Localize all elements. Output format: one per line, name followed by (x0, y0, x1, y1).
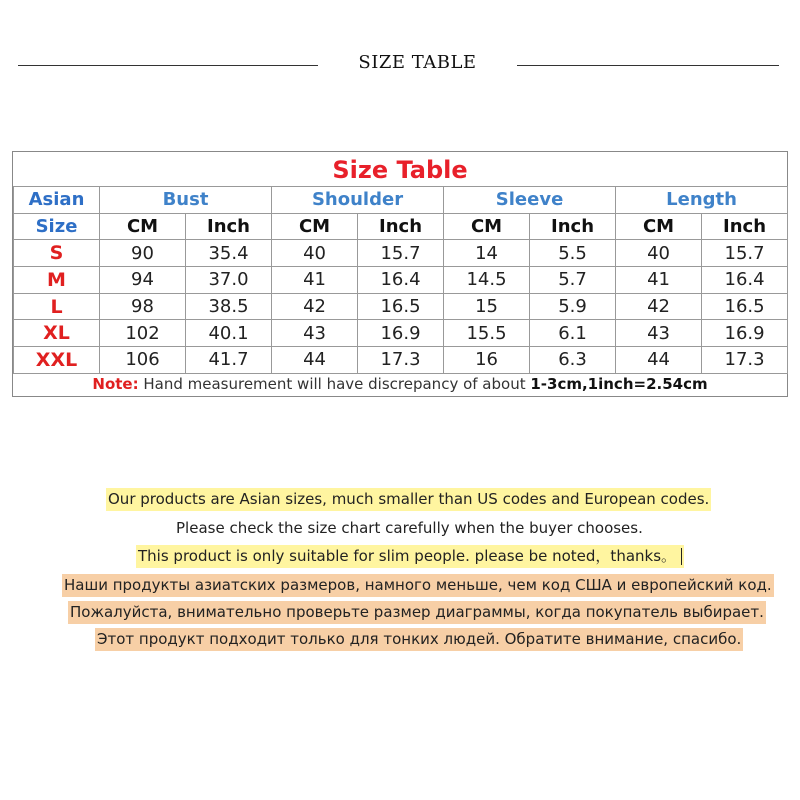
table-cell: 16.4 (358, 267, 444, 294)
page-header (0, 52, 800, 78)
note-en-1: Our products are Asian sizes, much smaller than US codes and European codes. (106, 488, 711, 511)
header-rule-left (18, 65, 318, 66)
table-cell: 98 (100, 293, 186, 320)
table-row (14, 320, 788, 347)
group-shoulder: Shoulder (272, 187, 444, 214)
unit-header: Inch (186, 213, 272, 240)
table-cell: 43 (616, 320, 702, 347)
note-ru-1: Наши продукты азиатских размеров, намного меньше, чем код США и европейский код. (62, 574, 774, 597)
table-cell: 16.5 (702, 293, 788, 320)
table-cell: 16.9 (358, 320, 444, 347)
note-conversion: 1-3cm,1inch=2.54cm (530, 375, 708, 393)
asian-size-label-bottom: Size (14, 213, 100, 240)
note-en-3: This product is only suitable for slim people. please be noted，thanks。 (138, 547, 677, 565)
table-cell: 102 (100, 320, 186, 347)
table-cell: 44 (616, 347, 702, 374)
unit-header: CM (616, 213, 702, 240)
note-ru-2: Пожалуйста, внимательно проверьте размер диаграммы, когда покупатель выбирает. (68, 601, 766, 624)
table-cell: 37.0 (186, 267, 272, 294)
table-cell: 17.3 (702, 347, 788, 374)
table-cell: 40 (616, 240, 702, 267)
size-label: XL (14, 320, 100, 347)
asian-size-label-top: Asian (14, 187, 100, 214)
unit-header: CM (272, 213, 358, 240)
table-cell: 42 (616, 293, 702, 320)
table-cell: 16.4 (702, 267, 788, 294)
unit-header: Inch (358, 213, 444, 240)
size-label: M (14, 267, 100, 294)
unit-header: Inch (530, 213, 616, 240)
text-cursor (681, 548, 682, 565)
table-cell: 16.9 (702, 320, 788, 347)
table-cell: 41 (272, 267, 358, 294)
table-cell: 40 (272, 240, 358, 267)
page-title: SIZE TABLE (358, 52, 477, 73)
note-en-2: Please check the size chart carefully when the buyer chooses. (176, 519, 643, 537)
size-label: S (14, 240, 100, 267)
size-table (12, 151, 788, 397)
size-label: XXL (14, 347, 100, 374)
header-rule-right (517, 65, 779, 66)
unit-header: Inch (702, 213, 788, 240)
table-cell: 41 (616, 267, 702, 294)
table-row (14, 293, 788, 320)
measurement-note (13, 373, 787, 396)
table-cell: 14 (444, 240, 530, 267)
table-cell: 106 (100, 347, 186, 374)
unit-header-row (14, 213, 788, 240)
table-cell: 94 (100, 267, 186, 294)
size-grid (13, 186, 788, 374)
table-cell: 14.5 (444, 267, 530, 294)
table-cell: 16 (444, 347, 530, 374)
table-cell: 40.1 (186, 320, 272, 347)
table-cell: 42 (272, 293, 358, 320)
note-label: Note: (92, 375, 139, 393)
table-cell: 41.7 (186, 347, 272, 374)
table-cell: 44 (272, 347, 358, 374)
note-ru-3: Этот продукт подходит только для тонких людей. Обратите внимание, спасибо. (95, 628, 743, 651)
table-cell: 15.7 (358, 240, 444, 267)
note-en-3-wrap (136, 545, 684, 568)
table-cell: 35.4 (186, 240, 272, 267)
unit-header: CM (100, 213, 186, 240)
size-table-title: Size Table (332, 156, 468, 184)
table-cell: 5.7 (530, 267, 616, 294)
note-text: Hand measurement will have discrepancy of about (138, 375, 531, 393)
table-row (14, 240, 788, 267)
table-cell: 90 (100, 240, 186, 267)
table-cell: 15.5 (444, 320, 530, 347)
table-row (14, 347, 788, 374)
table-cell: 15 (444, 293, 530, 320)
table-cell: 38.5 (186, 293, 272, 320)
group-sleeve: Sleeve (444, 187, 616, 214)
table-cell: 5.5 (530, 240, 616, 267)
table-cell: 16.5 (358, 293, 444, 320)
table-cell: 17.3 (358, 347, 444, 374)
group-length: Length (616, 187, 788, 214)
table-cell: 5.9 (530, 293, 616, 320)
size-label: L (14, 293, 100, 320)
table-cell: 6.3 (530, 347, 616, 374)
group-header-row (14, 187, 788, 214)
unit-header: CM (444, 213, 530, 240)
table-cell: 6.1 (530, 320, 616, 347)
table-row (14, 267, 788, 294)
group-bust: Bust (100, 187, 272, 214)
table-cell: 15.7 (702, 240, 788, 267)
table-cell: 43 (272, 320, 358, 347)
